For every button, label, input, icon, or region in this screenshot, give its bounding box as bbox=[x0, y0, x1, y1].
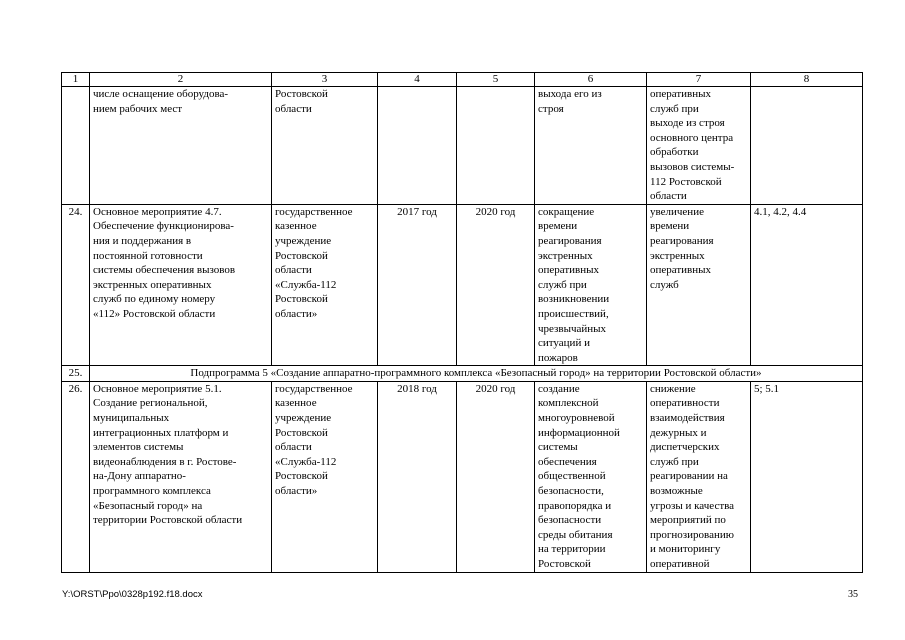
cell-text-line: области bbox=[650, 190, 687, 203]
file-path: Y:\ORST\Ppo\0328p192.f18.docx bbox=[62, 589, 203, 600]
cell-text-line: ния и поддержания в bbox=[93, 234, 192, 247]
cell-text-line: взаимодействия bbox=[650, 412, 725, 425]
cell-text-line: основного центра bbox=[650, 131, 734, 144]
cell-text-line: «112» Ростовской области bbox=[93, 307, 216, 320]
cell-text-line: обработки bbox=[650, 146, 699, 159]
cell-text-line: оперативных bbox=[650, 88, 712, 100]
cell-text-line: реагирования bbox=[650, 234, 714, 247]
indicator-link-cell: 4.1, 4.2, 4.4 bbox=[751, 204, 863, 366]
cell-text-line: 112 Ростовской bbox=[650, 175, 722, 188]
page-number: 35 bbox=[848, 589, 858, 600]
measure-name-cell bbox=[90, 204, 272, 366]
cell-text-line: казенное bbox=[275, 220, 317, 233]
cell-text-line: оперативных bbox=[650, 264, 712, 277]
executor-cell bbox=[272, 381, 378, 572]
cell-text-line: времени bbox=[538, 220, 578, 233]
cell-text-line: комплексной bbox=[538, 397, 599, 410]
column-number: 6 bbox=[535, 73, 647, 87]
column-number: 1 bbox=[62, 73, 90, 87]
row-number-cell: 26. bbox=[62, 381, 90, 572]
table-row bbox=[62, 204, 863, 366]
column-number: 2 bbox=[90, 73, 272, 87]
column-number: 7 bbox=[647, 73, 751, 87]
cell-text-line: создание bbox=[538, 382, 580, 395]
cell-text-line: служб при bbox=[650, 102, 699, 115]
cell-text-line: Ростовской bbox=[275, 293, 328, 306]
cell-text-line: программного комплекса bbox=[93, 485, 211, 498]
expected-result-cell bbox=[535, 204, 647, 366]
cell-text-line: служб bbox=[650, 278, 679, 291]
cell-text-line: вызовов системы- bbox=[650, 160, 735, 173]
cell-text-line: числе оснащение оборудова- bbox=[93, 88, 229, 100]
cell-text-line: государственное bbox=[275, 205, 353, 218]
cell-text-line: дежурных и bbox=[650, 426, 707, 439]
table-row bbox=[62, 366, 863, 382]
cell-text-line: казенное bbox=[275, 397, 317, 410]
cell-text-line: правопорядка и bbox=[538, 499, 612, 512]
cell-text-line: нием рабочих мест bbox=[93, 102, 183, 115]
cell-text-line: экстренных оперативных bbox=[93, 278, 212, 291]
cell-text-line: на территории bbox=[538, 543, 606, 556]
measures-table bbox=[61, 72, 863, 573]
cell-text-line: интеграционных платформ и bbox=[93, 426, 229, 439]
end-year-cell bbox=[457, 87, 535, 205]
start-year-cell bbox=[378, 87, 457, 205]
measure-name-cell bbox=[90, 87, 272, 205]
cell-text-line: реагирования bbox=[538, 234, 602, 247]
executor-cell bbox=[272, 204, 378, 366]
cell-text-line: территории Ростовской области bbox=[93, 514, 243, 527]
row-number-cell bbox=[62, 87, 90, 205]
indicator-link-cell: 5; 5.1 bbox=[751, 381, 863, 572]
cell-text-line: прогнозированию bbox=[650, 528, 734, 541]
subprogram-title: Подпрограмма 5 «Создание аппаратно-программного комплекса «Безопасный город» на территории Ростовской области» bbox=[90, 366, 863, 382]
expected-result-cell bbox=[535, 87, 647, 205]
column-number: 4 bbox=[378, 73, 457, 87]
column-number: 5 bbox=[457, 73, 535, 87]
cell-text-line: области bbox=[275, 441, 312, 454]
column-number: 8 bbox=[751, 73, 863, 87]
cell-text-line: Обеспечение функционирова- bbox=[93, 220, 234, 233]
cell-text-line: и мониторингу bbox=[650, 543, 721, 556]
cell-text-line: экстренных bbox=[538, 249, 593, 262]
cell-text-line: безопасности, bbox=[538, 485, 604, 498]
cell-text-line: чрезвычайных bbox=[538, 322, 607, 335]
cell-text-line: «Безопасный город» на bbox=[93, 499, 203, 512]
cell-text-line: муниципальных bbox=[93, 412, 170, 425]
cell-text-line: пожаров bbox=[538, 351, 578, 364]
cell-text-line: многоуровневой bbox=[538, 412, 615, 425]
cell-text-line: общественной bbox=[538, 470, 606, 483]
cell-text-line: Ростовской bbox=[275, 88, 328, 100]
cell-text-line: «Служба-112 bbox=[275, 455, 337, 468]
column-number: 3 bbox=[272, 73, 378, 87]
end-year-cell: 2020 год bbox=[457, 204, 535, 366]
cell-text-line: служб по единому номеру bbox=[93, 293, 216, 306]
cell-text-line: оперативности bbox=[650, 397, 720, 410]
cell-text-line: мероприятий по bbox=[650, 514, 726, 527]
cell-text-line: оперативных bbox=[538, 264, 600, 277]
table-row bbox=[62, 87, 863, 205]
cell-text-line: увеличение bbox=[650, 205, 704, 218]
cell-text-line: Основное мероприятие 5.1. bbox=[93, 382, 222, 395]
start-year-cell: 2017 год bbox=[378, 204, 457, 366]
cell-text-line: элементов системы bbox=[93, 441, 184, 454]
cell-text-line: системы bbox=[538, 441, 578, 454]
cell-text-line: диспетчерских bbox=[650, 441, 720, 454]
expected-result-cell bbox=[535, 381, 647, 572]
cell-text-line: Создание региональной, bbox=[93, 397, 208, 410]
cell-text-line: области bbox=[275, 102, 312, 115]
cell-text-line: выхода его из bbox=[538, 88, 602, 100]
cell-text-line: обеспечения bbox=[538, 455, 597, 468]
cell-text-line: области» bbox=[275, 307, 318, 320]
cell-text-line: происшествий, bbox=[538, 307, 609, 320]
consequence-cell bbox=[647, 87, 751, 205]
cell-text-line: «Служба-112 bbox=[275, 278, 337, 291]
cell-text-line: Основное мероприятие 4.7. bbox=[93, 205, 222, 218]
cell-text-line: видеонаблюдения в г. Ростове- bbox=[93, 455, 237, 468]
end-year-cell: 2020 год bbox=[457, 381, 535, 572]
start-year-cell: 2018 год bbox=[378, 381, 457, 572]
cell-text-line: Ростовской bbox=[275, 426, 328, 439]
cell-text-line: на-Дону аппаратно- bbox=[93, 470, 186, 483]
cell-text-line: области» bbox=[275, 485, 318, 498]
cell-text-line: времени bbox=[650, 220, 690, 233]
cell-text-line: области bbox=[275, 264, 312, 277]
cell-text-line: ситуаций и bbox=[538, 337, 590, 350]
row-number-cell: 24. bbox=[62, 204, 90, 366]
cell-text-line: информационной bbox=[538, 426, 620, 439]
cell-text-line: Ростовской bbox=[538, 558, 591, 570]
row-number-cell: 25. bbox=[62, 366, 90, 382]
cell-text-line: Ростовской bbox=[275, 249, 328, 262]
cell-text-line: безопасности bbox=[538, 514, 602, 527]
cell-text-line: угрозы и качества bbox=[650, 499, 735, 512]
cell-text-line: системы обеспечения вызовов bbox=[93, 264, 236, 277]
cell-text-line: Ростовской bbox=[275, 470, 328, 483]
cell-text-line: государственное bbox=[275, 382, 353, 395]
table-body bbox=[62, 73, 863, 573]
cell-text-line: сокращение bbox=[538, 205, 595, 218]
table-row bbox=[62, 381, 863, 572]
cell-text-line: служб при bbox=[650, 455, 699, 468]
cell-text-line: снижение bbox=[650, 382, 696, 395]
cell-text-line: возникновении bbox=[538, 293, 610, 306]
consequence-cell bbox=[647, 204, 751, 366]
cell-text-line: выходе из строя bbox=[650, 117, 725, 130]
cell-text-line: оперативной bbox=[650, 558, 710, 570]
cell-text-line: возможные bbox=[650, 485, 703, 498]
cell-text-line: постоянной готовности bbox=[93, 249, 203, 262]
measure-name-cell bbox=[90, 381, 272, 572]
cell-text-line: реагировании на bbox=[650, 470, 728, 483]
cell-text-line: экстренных bbox=[650, 249, 705, 262]
column-number-row bbox=[62, 73, 863, 87]
cell-text-line: среды обитания bbox=[538, 528, 613, 541]
consequence-cell bbox=[647, 381, 751, 572]
executor-cell bbox=[272, 87, 378, 205]
cell-text-line: строя bbox=[538, 102, 564, 115]
cell-text-line: учреждение bbox=[275, 412, 332, 425]
cell-text-line: учреждение bbox=[275, 234, 332, 247]
cell-text-line: служб при bbox=[538, 278, 587, 291]
indicator-link-cell bbox=[751, 87, 863, 205]
